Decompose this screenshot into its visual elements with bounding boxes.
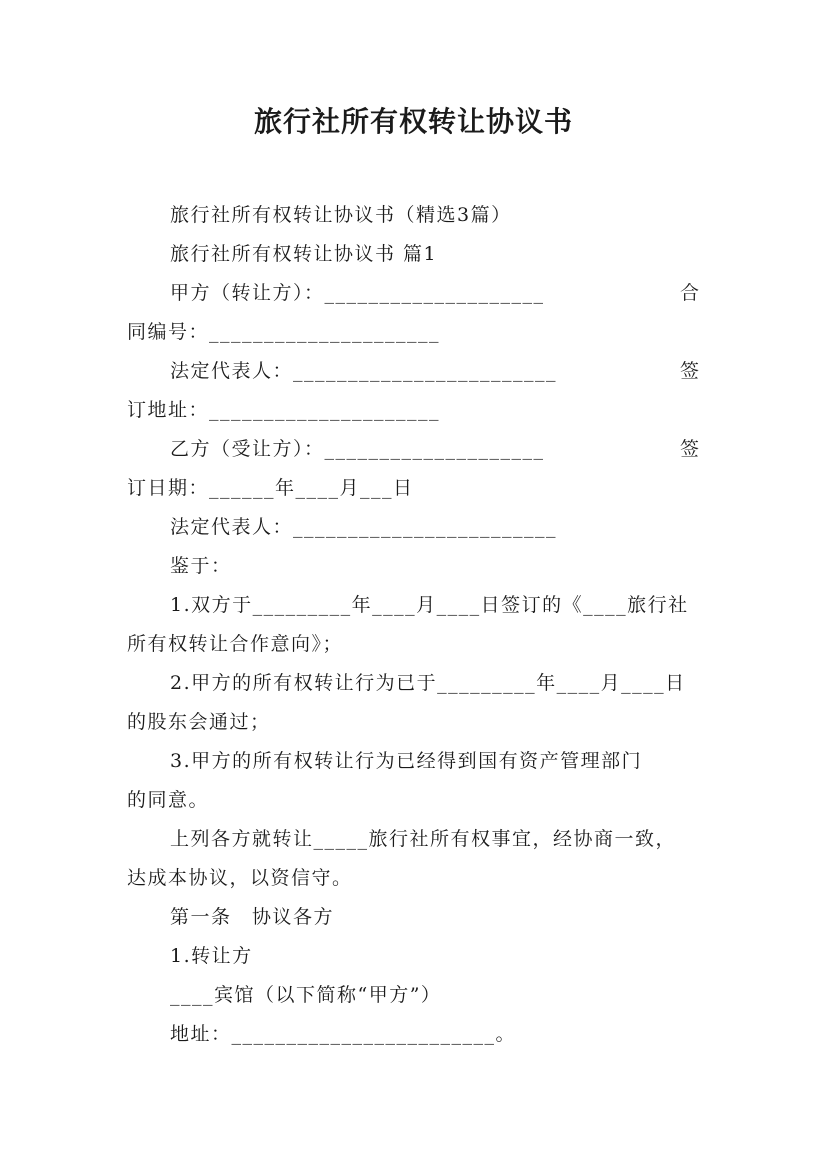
doc-line-22: 地址：________________________。 [170, 1023, 517, 1045]
doc-line-16: 的同意。 [127, 789, 210, 811]
doc-line-14: 的股东会通过； [127, 711, 271, 733]
doc-right-char-3: 签 [680, 438, 700, 460]
doc-right-char-1: 合 [680, 282, 700, 304]
doc-line-12: 所有权转让合作意向》； [127, 633, 344, 655]
doc-line-19: 第一条 协议各方 [170, 906, 335, 928]
doc-line-2: 旅行社所有权转让协议书 篇1 [170, 243, 438, 265]
doc-line-5: 法定代表人：________________________ [170, 360, 558, 382]
doc-line-17: 上列各方就转让_____旅行社所有权事宜，经协商一致， [170, 828, 677, 850]
doc-line-20: 1.转让方 [170, 945, 253, 967]
doc-line-6: 订地址：_____________________ [127, 399, 441, 421]
doc-line-21: ____宾馆（以下简称“甲方”） [170, 984, 442, 1006]
doc-line-15: 3.甲方的所有权转让行为已经得到国有资产管理部门 [170, 750, 643, 772]
doc-line-1: 旅行社所有权转让协议书（精选3篇） [170, 204, 512, 226]
doc-line-18: 达成本协议，以资信守。 [127, 867, 353, 889]
doc-line-10: 鉴于： [170, 555, 232, 577]
document-title: 旅行社所有权转让协议书 [253, 105, 573, 138]
doc-line-8: 订日期：______年____月___日 [127, 477, 414, 499]
doc-line-4: 同编号：_____________________ [127, 321, 441, 343]
doc-line-9: 法定代表人：________________________ [170, 516, 558, 538]
doc-right-char-2: 签 [680, 360, 700, 382]
doc-line-3: 甲方（转让方）：____________________ [170, 282, 545, 304]
doc-line-11: 1.双方于_________年____月____日签订的《____旅行社 [170, 594, 689, 616]
doc-line-7: 乙方（受让方）：____________________ [170, 438, 545, 460]
doc-line-13: 2.甲方的所有权转让行为已于_________年____月____日 [170, 672, 686, 694]
